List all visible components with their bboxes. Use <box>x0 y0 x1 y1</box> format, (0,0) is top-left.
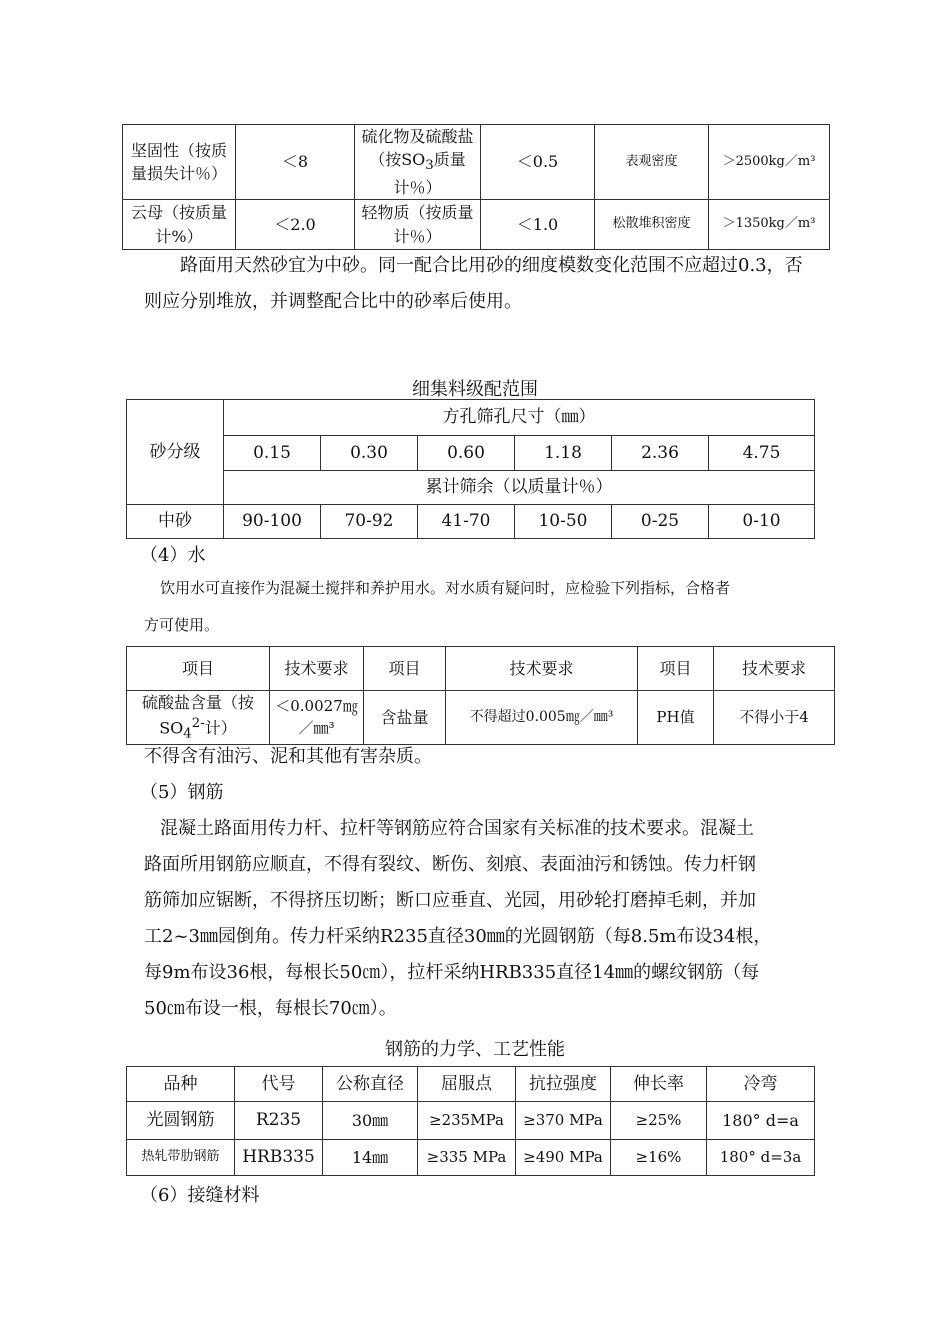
grading-table-caption: 细集料级配范围 <box>412 379 538 400</box>
table-cell: ≥335 MPa <box>418 1140 516 1176</box>
water-paragraph-line: 方可使用。 <box>144 616 220 634</box>
table-cell: 41-70 <box>418 505 515 539</box>
water-quality-table <box>126 646 835 745</box>
table-cell: 180° d=a <box>707 1102 815 1140</box>
table-cell: 10-50 <box>515 505 612 539</box>
rebar-paragraph-line: 每9m布设36根，每根长50㎝），拉杆采纳HRB335直径14㎜的螺纹钢筋（每 <box>144 962 760 983</box>
column-header: 公称直径 <box>323 1067 418 1102</box>
table-cell: 含盐量 <box>364 691 446 745</box>
section-heading: （6）接缝材料 <box>140 1185 260 1206</box>
table-cell: R235 <box>235 1102 323 1140</box>
column-header: 项目 <box>364 647 446 691</box>
rebar-properties-table <box>126 1066 815 1176</box>
table-cell: ＜2.0 <box>236 200 355 250</box>
cumulative-header: 累计筛余（以质量计％） <box>224 471 815 505</box>
sand-paragraph: 路面用天然砂宜为中砂。同一配合比用砂的细度模数变化范围不应超过0.3，否则应分别堆放，并调整配合比中的砂率后使用。 <box>144 255 803 312</box>
grade-label: 中砂 <box>127 505 224 539</box>
table-cell: ≥370 MPa <box>516 1102 611 1140</box>
table-cell: 0-25 <box>612 505 709 539</box>
rebar-paragraph-line: 混凝土路面用传力杆、拉杆等钢筋应符合国家有关标准的技术要求。混凝土 <box>160 818 754 839</box>
table-cell: 不得超过0.005㎎／㎜³ <box>446 691 638 745</box>
column-header: 项目 <box>638 647 714 691</box>
column-header: 屈服点 <box>418 1067 516 1102</box>
column-header: 项目 <box>127 647 270 691</box>
column-header: 品种 <box>127 1067 235 1102</box>
table-cell: ＞1350kg／m³ <box>709 200 830 250</box>
rebar-paragraph-line: 筋筛加应锯断，不得挤压切断；断口应垂直、光园，用砂轮打磨掉毛刺，并加 <box>144 890 756 911</box>
aggregate-properties-table <box>122 124 830 250</box>
sieve-size: 2.36 <box>612 436 709 471</box>
column-header: 技术要求 <box>714 647 835 691</box>
table-cell: 90-100 <box>224 505 321 539</box>
table-cell: 不得小于4 <box>714 691 835 745</box>
table-cell: 松散堆积密度 <box>595 200 709 250</box>
water-paragraph-line: 饮用水可直接作为混凝土搅拌和养护用水。对水质有疑问时，应检验下列指标，合格者 <box>160 579 731 597</box>
table-cell: ＜8 <box>236 125 355 200</box>
rebar-paragraph-line: 路面所用钢筋应顺直，不得有裂纹、断伤、刻痕、表面油污和锈蚀。传力杆钢 <box>144 854 756 875</box>
column-header: 技术要求 <box>270 647 364 691</box>
column-header: 技术要求 <box>446 647 638 691</box>
rebar-table-caption: 钢筋的力学、工艺性能 <box>385 1039 565 1060</box>
table-cell: 14㎜ <box>323 1140 418 1176</box>
sieve-size: 4.75 <box>709 436 815 471</box>
table-cell: HRB335 <box>235 1140 323 1176</box>
column-header: 抗拉强度 <box>516 1067 611 1102</box>
table-cell: ＜0.5 <box>481 125 595 200</box>
table-cell: ＞2500kg／m³ <box>709 125 830 200</box>
sieve-size: 1.18 <box>515 436 612 471</box>
sieve-size: 0.15 <box>224 436 321 471</box>
table-cell: 云母（按质量计%） <box>123 200 236 250</box>
table-cell: 硫化物及硫酸盐（按$SO_3$质量计％） <box>355 125 481 200</box>
table-cell: 热轧带肋钢筋 <box>127 1140 235 1176</box>
column-header: 冷弯 <box>707 1067 815 1102</box>
sieve-size: 0.60 <box>418 436 515 471</box>
table-cell: ≥490 MPa <box>516 1140 611 1176</box>
column-header: 代号 <box>235 1067 323 1102</box>
section-heading: （4）水 <box>140 545 206 566</box>
table-cell: 表观密度 <box>595 125 709 200</box>
table-cell: 30㎜ <box>323 1102 418 1140</box>
water-note: 不得含有油污、泥和其他有害杂质。 <box>144 746 432 767</box>
table-cell: 180° d=3a <box>707 1140 815 1176</box>
grading-table <box>126 399 815 539</box>
table-cell: PH值 <box>638 691 714 745</box>
row-header: 砂分级 <box>127 400 224 505</box>
table-cell: 硫酸盐含量（按$SO_4^{2-}$计） <box>127 691 270 745</box>
table-cell: 70-92 <box>321 505 418 539</box>
table-cell: 轻物质（按质量计％） <box>355 200 481 250</box>
rebar-paragraph-line: 50㎝布设一根，每根长70㎝）。 <box>144 998 397 1019</box>
table-cell: 坚固性（按质量损失计％） <box>123 125 236 200</box>
sieve-header: 方孔筛孔尺寸（㎜） <box>224 400 815 436</box>
sieve-size: 0.30 <box>321 436 418 471</box>
table-cell: 0-10 <box>709 505 815 539</box>
table-cell: ≥235MPa <box>418 1102 516 1140</box>
rebar-paragraph-line: 工2~3㎜园倒角。传力杆采纳R235直径30㎜的光圆钢筋（每8.5m布设34根， <box>144 926 772 947</box>
table-cell: 光圆钢筋 <box>127 1102 235 1140</box>
column-header: 伸长率 <box>611 1067 707 1102</box>
table-cell: ≥25% <box>611 1102 707 1140</box>
table-cell: ＜1.0 <box>481 200 595 250</box>
table-cell: ≥16% <box>611 1140 707 1176</box>
table-cell: ＜0.0027㎎／㎜³ <box>270 691 364 745</box>
section-heading: （5）钢筋 <box>140 782 224 803</box>
